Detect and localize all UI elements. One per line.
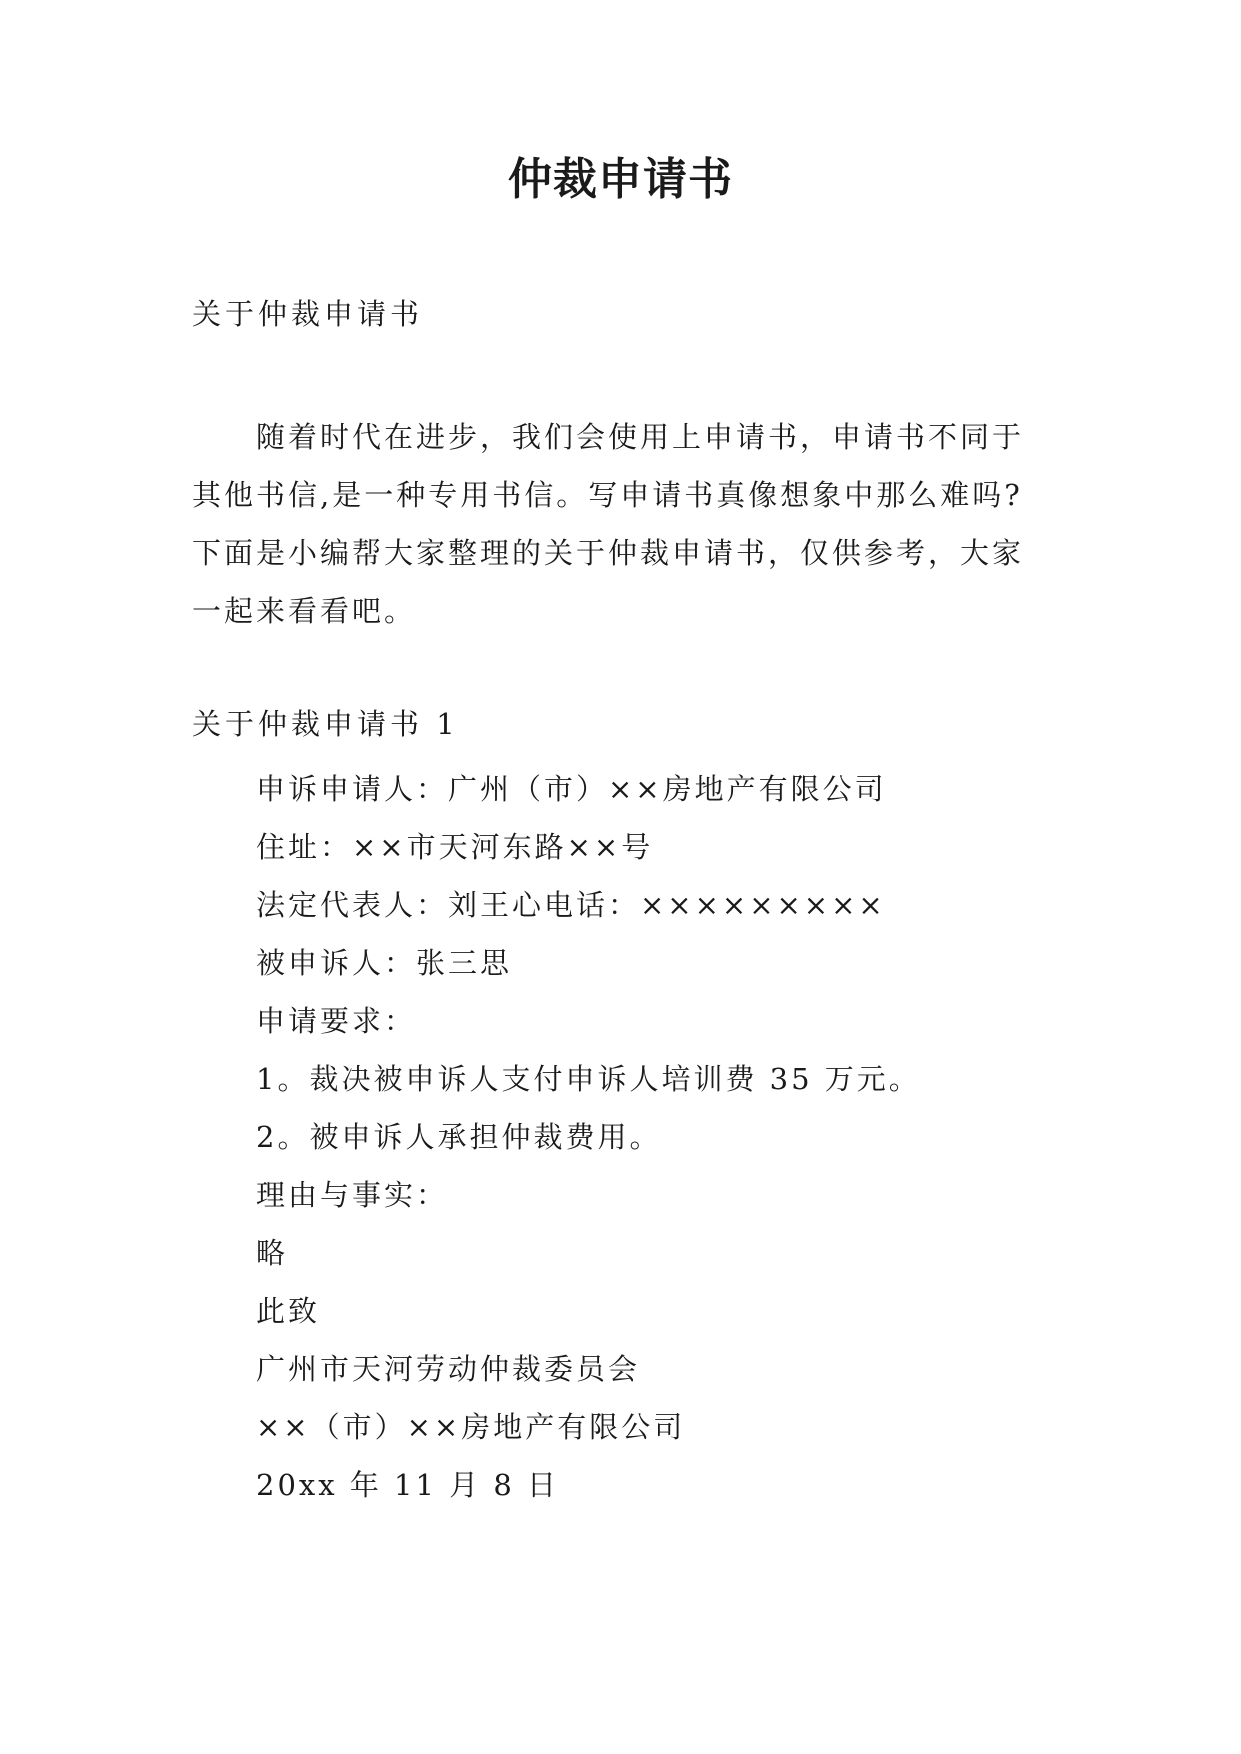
reasons-text: 略 <box>256 1236 289 1270</box>
legal-representative-line: 法定代表人：刘王心电话：××××××××× <box>256 888 886 922</box>
intro-line: 其他书信,是一种专用书信。写申请书真像想象中那么难吗? <box>192 478 1023 512</box>
date-line: 20xx 年 11 月 8 日 <box>256 1468 560 1502</box>
intro-line: 一起来看看吧。 <box>192 594 417 628</box>
respondent-line: 被申诉人：张三思 <box>256 946 513 980</box>
recipient-line: 广州市天河劳动仲裁委员会 <box>256 1352 641 1386</box>
reasons-heading: 理由与事实： <box>256 1178 449 1212</box>
section-title: 关于仲裁申请书 1 <box>192 707 459 741</box>
applicant-line: 申诉申请人：广州（市）××房地产有限公司 <box>256 772 887 806</box>
requests-heading: 申请要求： <box>256 1004 417 1038</box>
salutation: 此致 <box>256 1294 321 1328</box>
document-title: 仲裁申请书 <box>508 154 733 205</box>
request-item: 2。被申诉人承担仲裁费用。 <box>256 1120 662 1154</box>
intro-line: 随着时代在进步，我们会使用上申请书，申请书不同于 <box>256 420 1025 454</box>
intro-paragraph <box>192 408 1056 640</box>
document-subtitle: 关于仲裁申请书 <box>192 297 424 331</box>
intro-line: 下面是小编帮大家整理的关于仲裁申请书，仅供参考，大家 <box>192 536 1025 570</box>
application-body <box>256 760 921 1514</box>
signature-line: ××（市）××房地产有限公司 <box>256 1410 686 1444</box>
address-line: 住址：××市天河东路××号 <box>256 830 654 864</box>
request-item: 1。裁决被申诉人支付申诉人培训费 35 万元。 <box>256 1062 921 1096</box>
